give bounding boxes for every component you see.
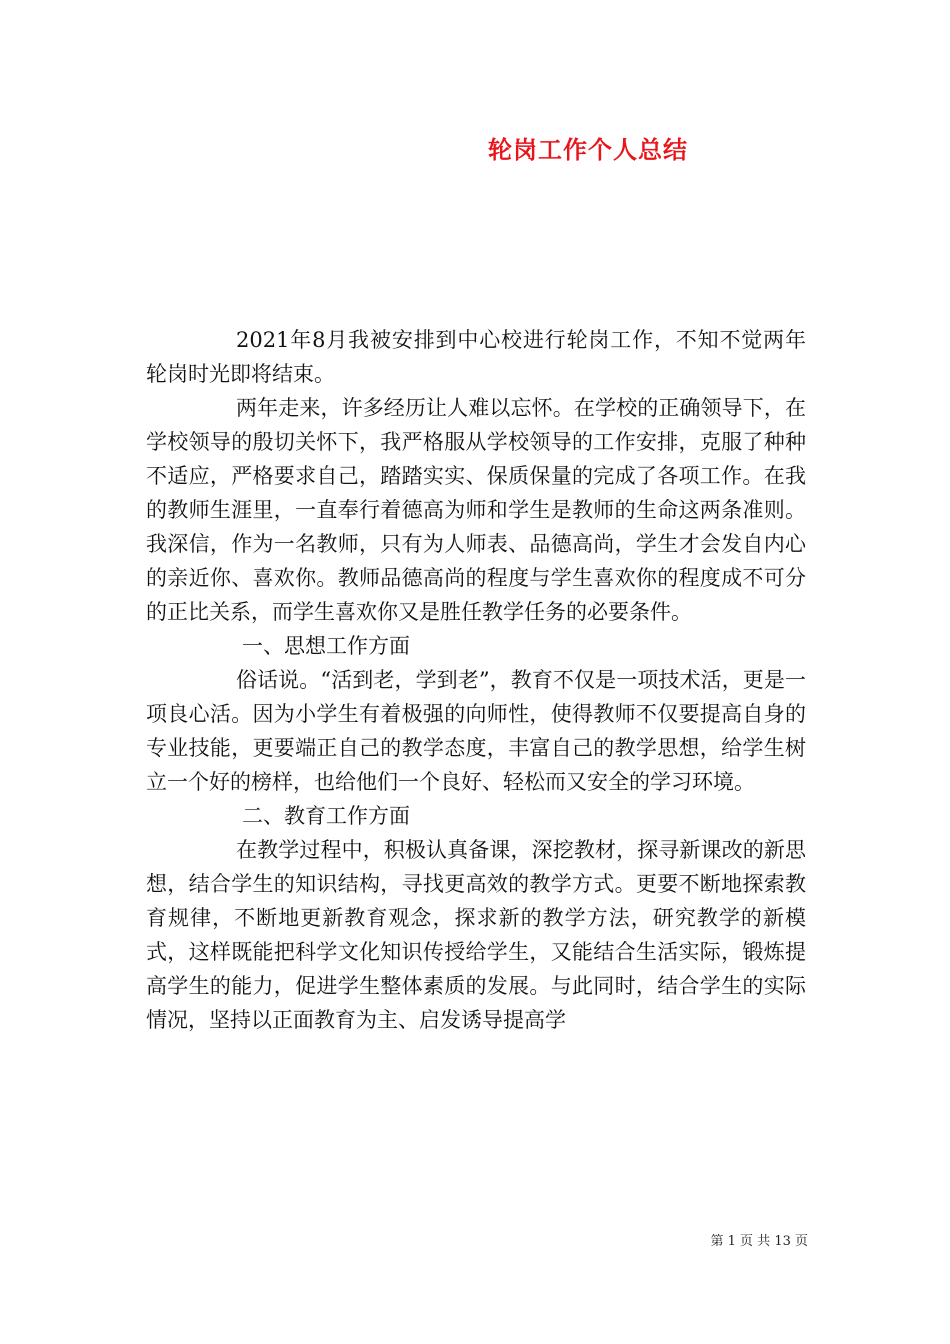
paragraph-reflection: 两年走来，许多经历让人难以忘怀。在学校的正确领导下，在学校领导的殷切关怀下，我严格服从学校领导的工作安排，克服了种种不适应，严格要求自己，踏踏实实、保质保量的完成了各项工作。在我的教师生涯里，一直奉行着德高为师和学生是教师的生命这两条准则。我深信，作为一名教师，只有为人师表、品德高尚，学生才会发自内心的亲近你、喜欢你。教师品德高尚的程度与学生喜欢你的程度成不可分的正比关系，而学生喜欢你又是胜任教学任务的必要条件。	[146, 396, 806, 624]
paragraph-intro: 2021年8月我被安排到中心校进行轮岗工作，不知不觉两年轮岗时光即将结束。	[146, 328, 806, 386]
page-number: 第 1 页 共 13 页	[710, 1234, 808, 1249]
paragraph-ideology: 俗话说。“活到老，学到老”，教育不仅是一项技术活，更是一项良心活。因为小学生有着极强的向师性，使得教师不仅要提高自身的专业技能，更要端正自己的教学态度，丰富自己的教学思想，给学生树立一个好的榜样，也给他们一个良好、轻松而又安全的学习环境。	[146, 668, 806, 794]
document-title: 轮岗工作个人总结	[488, 135, 688, 164]
section-heading-education: 二、教育工作方面	[242, 804, 410, 828]
paragraph-education: 在教学过程中，积极认真备课，深挖教材，探寻新课改的新思想，结合学生的知识结构，寻找更高效的教学方式。更要不断地探索教育规律，不断地更新教育观念，探求新的教学方法，研究教学的新模式，这样既能把科学文化知识传授给学生，又能结合生活实际，锻炼提高学生的能力，促进学生整体素质的发展。与此同时，结合学生的实际情况，坚持以正面教育为主、启发诱导提高学	[146, 838, 806, 1032]
section-heading-ideology: 一、思想工作方面	[242, 634, 410, 658]
document-body	[146, 323, 806, 1037]
